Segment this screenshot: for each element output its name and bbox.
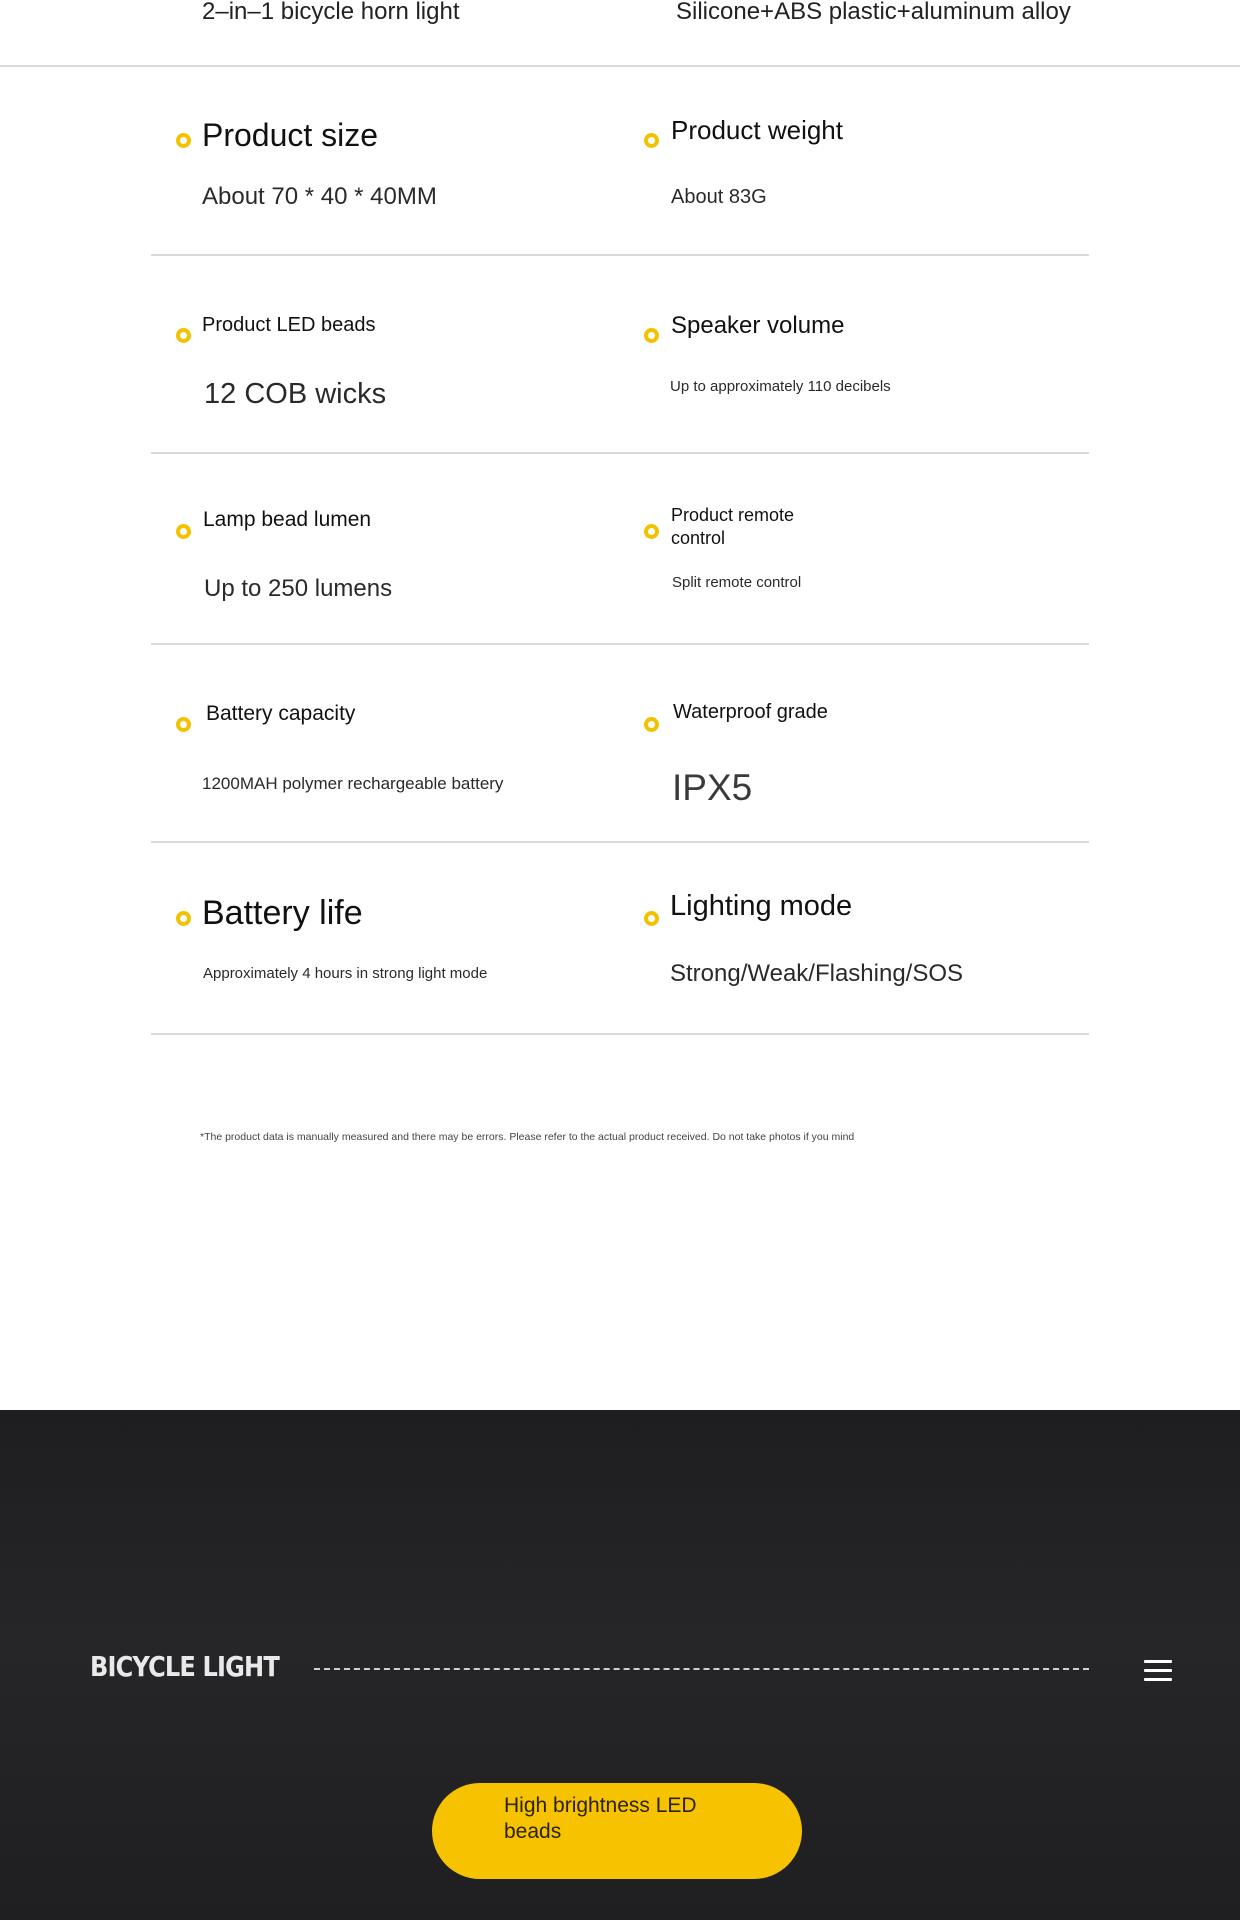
feature-button-label: High brightness LED beads: [504, 1794, 697, 1843]
feature-banner: [0, 1410, 1240, 1920]
spec-value: Split remote control: [672, 574, 802, 591]
spec-value: 1200MAH polymer rechargeable battery: [202, 774, 504, 793]
spec-value: Approximately 4 hours in strong light mode: [203, 965, 488, 982]
bullet-dot-icon: [644, 717, 659, 732]
spec-row-battery-waterproof: [151, 645, 1089, 843]
brand-title: BICYCLE LIGHT: [90, 1650, 279, 1683]
spec-item-battery-capacity: [151, 645, 620, 841]
spec-value: 12 COB wicks: [204, 378, 387, 410]
spec-row-size-weight: [151, 67, 1089, 256]
material-value: Silicone+ABS plastic+aluminum alloy: [676, 0, 1071, 25]
spec-row-material: [0, 0, 1240, 67]
spec-item-remote-control: [620, 454, 1089, 643]
spec-label: Battery capacity: [206, 702, 356, 725]
spec-row-led-speaker: [151, 256, 1089, 454]
spec-item-battery-life: [151, 843, 620, 1033]
bullet-dot-icon: [644, 524, 659, 539]
bullet-dot-icon: [644, 133, 659, 148]
product-type-value: 2–in–1 bicycle horn light: [202, 0, 460, 25]
bullet-dot-icon: [176, 717, 191, 732]
spec-value: Up to 250 lumens: [204, 575, 393, 602]
spec-label: Product size: [202, 117, 379, 153]
spec-label: Product weight: [671, 115, 843, 145]
bullet-dot-icon: [176, 328, 191, 343]
spec-value: Strong/Weak/Flashing/SOS: [670, 960, 964, 987]
spec-value: Up to approximately 110 decibels: [670, 378, 891, 395]
bullet-dot-icon: [176, 133, 191, 148]
spec-label: Lighting mode: [670, 890, 853, 922]
feature-button[interactable]: [432, 1783, 802, 1879]
spec-label: Waterproof grade: [673, 701, 828, 723]
spec-item-waterproof: [620, 645, 1089, 841]
spec-label: Battery life: [202, 894, 363, 932]
spec-row-life-lighting: [151, 843, 1089, 1035]
spec-label: Product LED beads: [202, 314, 376, 336]
spec-label: Lamp bead lumen: [203, 508, 372, 531]
spec-item-weight: [620, 67, 1089, 254]
bullet-dot-icon: [644, 328, 659, 343]
spec-label: Speaker volume: [671, 312, 845, 339]
hamburger-menu-icon[interactable]: [1140, 1658, 1174, 1684]
spec-item-speaker-volume: [620, 256, 1089, 452]
spec-value: IPX5: [672, 767, 753, 808]
spec-value: About 83G: [671, 186, 767, 208]
disclaimer-note: *The product data is manually measured and there may be errors. Please refer to the actual product received. Do not take photos if you mind: [200, 1131, 855, 1143]
spec-item-led-beads: [151, 256, 620, 452]
spec-item-size: [151, 67, 620, 254]
spec-label: Product remote control: [671, 505, 795, 548]
bullet-dot-icon: [176, 911, 191, 926]
dashed-divider: [314, 1668, 1089, 1670]
spec-row-lumen-remote: [151, 454, 1089, 645]
bullet-dot-icon: [176, 524, 191, 539]
spec-value: About 70 * 40 * 40MM: [202, 183, 437, 210]
spec-item-lumen: [151, 454, 620, 643]
spec-item-lighting-mode: [620, 843, 1089, 1033]
bullet-dot-icon: [644, 911, 659, 926]
